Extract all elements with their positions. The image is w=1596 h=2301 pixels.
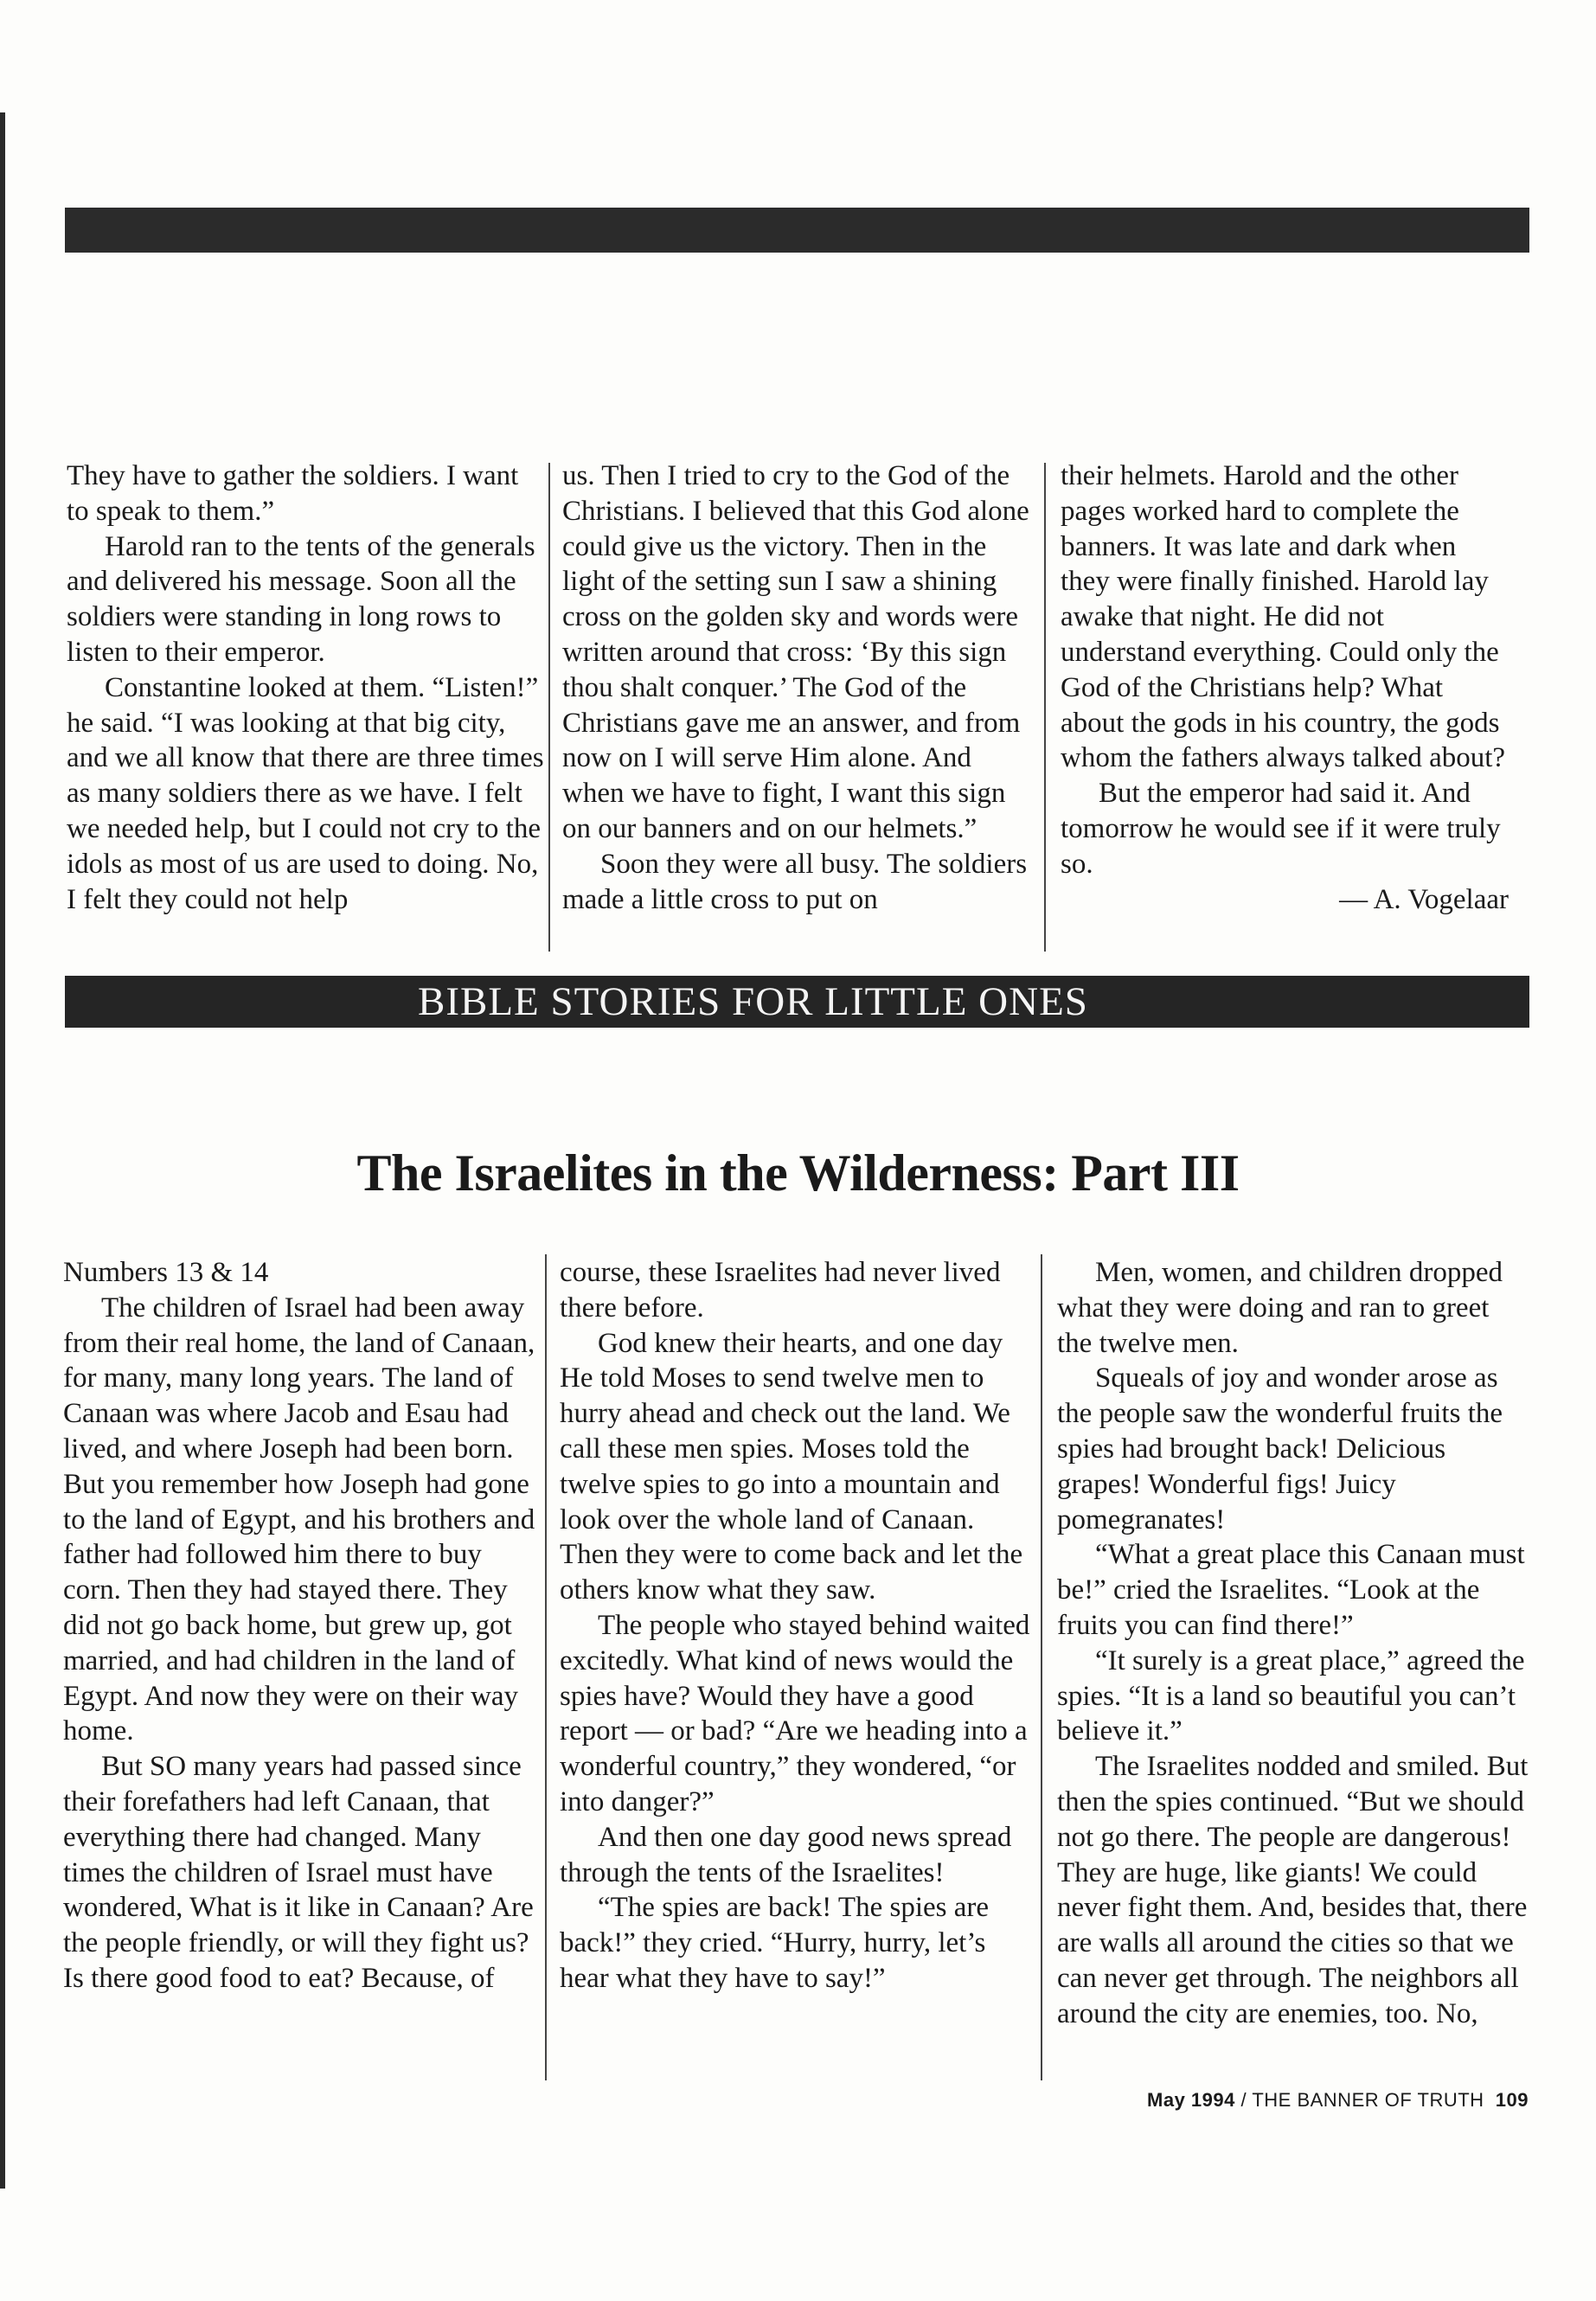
page-footer — [1147, 2089, 1529, 2112]
paragraph: Soon they were all busy. The soldiers made a little cross to put on — [562, 848, 1028, 915]
paragraph: But the emperor had said it. And tomorrow he would see if it were truly so. — [1061, 778, 1501, 880]
lower-column-2 — [560, 1255, 1031, 1997]
paragraph: But SO many years had passed since their forefathers had left Canaan, that everything there had changed. Many times the children of Israel must have wondered, What is it like in Canaan? Are the people friendly, or will they fight us? Is there good food to eat? Because, of — [63, 1751, 534, 1994]
footer-separator: / — [1234, 2089, 1253, 2111]
section-heading: BIBLE STORIES FOR LITTLE ONES — [418, 979, 1088, 1024]
paragraph: us. Then I tried to cry to the God of the Christians. I believed that this God alone could give us the victory. Then in the light of the setting sun I saw a shining cross on the golden sky and words were written around that cross: ‘By this sign thou shalt conquer.’ The God of the Christians gave me an answer, and from now on I will serve Him alone. And when we have to fight, I want this sign on our banners and on our helmets.” — [562, 460, 1029, 844]
paragraph: “It surely is a great place,” agreed the spies. “It is a land so beautiful you can’t believe it.” — [1057, 1644, 1525, 1747]
paragraph: their helmets. Harold and the other pages worked hard to complete the banners. It was late and dark when they were finally finished. Harold lay awake that night. He did not understand everything. Could only the God of the Christians help? What about the gods in his country, the gods whom the fathers always talked about? — [1061, 460, 1506, 774]
paragraph: God knew their hearts, and one day He told Moses to send twelve men to hurry ahead and check out the land. We call these men spies. Moses told the twelve spies to go into a mountain and look over the whole land of Canaan. Then they were to come back and let the others know what they saw. — [560, 1327, 1023, 1606]
upper-column-1 — [67, 458, 547, 917]
column-divider — [1041, 1254, 1042, 2080]
paragraph: Harold ran to the tents of the generals and delivered his message. Soon all the soldiers were standing in long rows to listen to their emperor. — [67, 530, 535, 668]
column-divider — [1044, 463, 1046, 952]
lower-column-1 — [63, 1255, 539, 1997]
footer-publication: THE BANNER OF TRUTH — [1252, 2089, 1484, 2111]
footer-date: May 1994 — [1147, 2089, 1235, 2111]
section-heading-bar — [65, 976, 1529, 1028]
paragraph: course, these Israelites had never lived there before. — [560, 1257, 1001, 1324]
header-banner-bar — [65, 208, 1529, 253]
lower-column-3 — [1057, 1255, 1529, 2032]
author-signature: — A. Vogelaar — [1339, 883, 1509, 915]
upper-column-3 — [1061, 458, 1509, 917]
paragraph: Squeals of joy and wonder arose as the people saw the wonderful fruits the spies had brought back! Delicious grapes! Wonderful figs! Juicy pomegranates! — [1057, 1362, 1503, 1535]
column-divider — [545, 1254, 547, 2080]
upper-column-2 — [562, 458, 1034, 917]
paragraph: “The spies are back! The spies are back!” they cried. “Hurry, hurry, let’s hear what they have to say!” — [560, 1892, 990, 1994]
story-title: The Israelites in the Wilderness: Part III — [356, 1144, 1240, 1202]
paragraph: And then one day good news spread through the tents of the Israelites! — [560, 1821, 1012, 1888]
scripture-reference: Numbers 13 & 14 — [63, 1257, 269, 1288]
paragraph: “What a great place this Canaan must be!” cried the Israelites. “Look at the fruits you can find there!” — [1057, 1539, 1525, 1641]
paragraph: They have to gather the soldiers. I want to speak to them.” — [67, 460, 519, 527]
paragraph: Men, women, and children dropped what they were doing and ran to greet the twelve men. — [1057, 1257, 1503, 1359]
paragraph: The children of Israel had been away from their real home, the land of Canaan, for many, many long years. The land of Canaan was where Jacob and Esau had lived, and where Joseph had been born. But you remember how Joseph had gone to the land of Egypt, and his brothers and father had followed him there to buy corn. Then they had stayed there. They did not go back home, but grew up, got married, and had children in the land of Egypt. And now they were on their way home. — [63, 1292, 535, 1747]
column-divider — [548, 463, 550, 952]
paragraph: The people who stayed behind waited excitedly. What kind of news would the spies have? Would they have a good report — or bad? “Are we heading into a wonderful country,” they wondered, “or into danger?” — [560, 1609, 1030, 1817]
footer-page-number: 109 — [1495, 2089, 1529, 2111]
paragraph: Constantine looked at them. “Listen!” he said. “I was looking at that big city, and we all know that there are three times as many soldiers there as we have. I felt we needed help, but I could not cry to the idols as most of us are used to doing. No, I felt they could not help — [67, 671, 544, 915]
paragraph: The Israelites nodded and smiled. But then the spies continued. “But we should not go there. The people are dangerous! They are huge, like giants! We could never fight them. And, besides that, there are walls all around the cities so that we can never get through. The neighbors all around the city are enemies, too. No, — [1057, 1751, 1529, 2029]
